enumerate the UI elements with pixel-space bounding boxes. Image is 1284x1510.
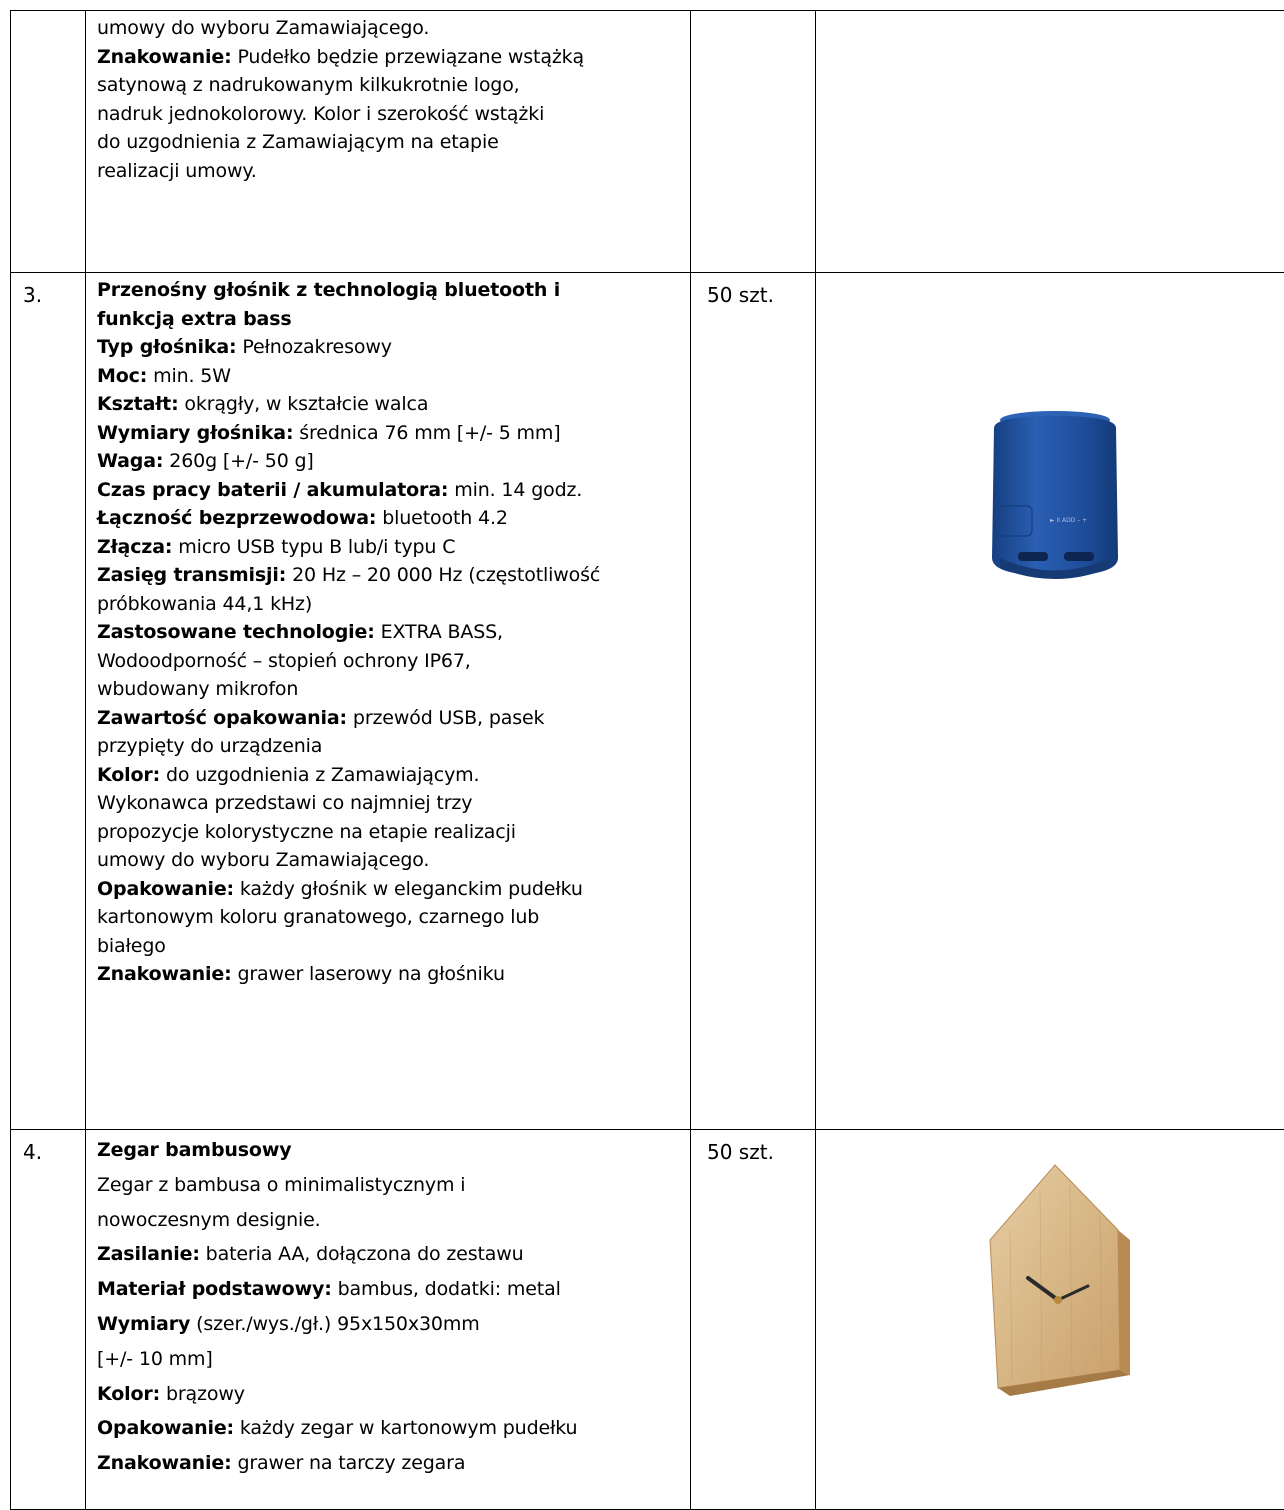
description-line <box>97 704 684 733</box>
description-line <box>97 157 684 186</box>
description-line <box>97 476 684 505</box>
description-line <box>97 1307 684 1342</box>
field-value: 260g [+/- 50 g] <box>163 450 313 472</box>
field-value: [+/- 10 mm] <box>97 1348 213 1370</box>
description-line <box>97 818 684 847</box>
field-label: Wymiary <box>97 1313 190 1335</box>
description-line <box>97 675 684 704</box>
description-line <box>97 1446 684 1481</box>
description-line <box>97 732 684 761</box>
field-value: satynową z nadrukowanym kilkukrotnie logo, <box>97 74 520 96</box>
field-value: Wodoodporność – stopień ochrony IP67, <box>97 650 471 672</box>
description-line <box>97 1411 684 1446</box>
field-label: Znakowanie: <box>97 963 232 985</box>
description-line <box>97 618 684 647</box>
field-label: Zasilanie: <box>97 1243 200 1265</box>
field-value: bateria AA, dołączona do zestawu <box>200 1243 524 1265</box>
description-line <box>97 504 684 533</box>
clock-image <box>970 1160 1140 1400</box>
description-line <box>97 561 684 590</box>
description-line <box>97 647 684 676</box>
field-label: Typ głośnika: <box>97 336 236 358</box>
image-cell <box>816 1130 1284 1510</box>
field-value: przypięty do urządzenia <box>97 735 322 757</box>
field-label: Zawartość opakowania: <box>97 707 347 729</box>
field-value: (szer./wys./gł.) 95x150x30mm <box>190 1313 479 1335</box>
description-line <box>97 1203 684 1238</box>
description-line <box>97 590 684 619</box>
field-value: próbkowania 44,1 kHz) <box>97 593 312 615</box>
description-line <box>97 846 684 875</box>
field-label: Kolor: <box>97 1383 160 1405</box>
description-line <box>97 14 684 43</box>
quantity-cell: 50 szt. <box>691 1130 816 1510</box>
description-line <box>97 419 684 448</box>
description-line <box>97 1133 684 1168</box>
field-label: Moc: <box>97 365 147 387</box>
field-value: okrągły, w kształcie walca <box>179 393 429 415</box>
description-cell <box>86 11 691 273</box>
field-value: micro USB typu B lub/i typu C <box>172 536 455 558</box>
description-line <box>97 1272 684 1307</box>
field-value: nadruk jednokolorowy. Kolor i szerokość wstążki <box>97 103 544 125</box>
field-value: min. 14 godz. <box>448 479 582 501</box>
table-row-previous <box>11 11 1284 273</box>
field-value: Pudełko będzie przewiązane wstążką <box>232 46 584 68</box>
field-value: wbudowany mikrofon <box>97 678 298 700</box>
field-label: Złącza: <box>97 536 172 558</box>
field-label: Kształt: <box>97 393 179 415</box>
description-line <box>97 533 684 562</box>
field-label: Materiał podstawowy: <box>97 1278 332 1300</box>
field-label: Znakowanie: <box>97 1452 232 1474</box>
description-line <box>97 932 684 961</box>
field-value: Pełnozakresowy <box>236 336 391 358</box>
field-value: umowy do wyboru Zamawiającego. <box>97 849 429 871</box>
table-row-clock <box>11 1130 1284 1510</box>
field-label: Zasięg transmisji: <box>97 564 286 586</box>
field-value: do uzgodnienia z Zamawiającym na etapie <box>97 131 499 153</box>
field-value: grawer na tarczy zegara <box>232 1452 466 1474</box>
specification-table <box>10 10 1284 1510</box>
item-number: 4. <box>11 1130 86 1510</box>
description-line <box>97 100 684 129</box>
description-line <box>97 960 684 989</box>
description-cell <box>86 1130 691 1510</box>
description-line <box>97 761 684 790</box>
field-label: Łączność bezprzewodowa: <box>97 507 376 529</box>
field-value: do uzgodnienia z Zamawiającym. <box>160 764 479 786</box>
description-line <box>97 447 684 476</box>
field-value: brązowy <box>160 1383 245 1405</box>
image-cell <box>816 273 1284 1130</box>
field-value: bluetooth 4.2 <box>376 507 507 529</box>
description-line <box>97 276 684 305</box>
item-number: 3. <box>11 273 86 1130</box>
description-line <box>97 903 684 932</box>
field-value: min. 5W <box>147 365 231 387</box>
quantity-cell <box>691 11 816 273</box>
field-label: Przenośny głośnik z technologią bluetooth i <box>97 279 560 301</box>
description-cell <box>86 273 691 1130</box>
field-value: każdy zegar w kartonowym pudełku <box>234 1417 577 1439</box>
description-line <box>97 789 684 818</box>
field-value: nowoczesnym designie. <box>97 1209 321 1231</box>
description-line <box>97 1342 684 1377</box>
table-row-speaker <box>11 273 1284 1130</box>
image-cell <box>816 11 1284 273</box>
description-line <box>97 305 684 334</box>
description-line <box>97 128 684 157</box>
description-line <box>97 362 684 391</box>
field-value: kartonowym koloru granatowego, czarnego lub <box>97 906 539 928</box>
description-line <box>97 333 684 362</box>
description-line <box>97 1377 684 1412</box>
field-label: Czas pracy baterii / akumulatora: <box>97 479 448 501</box>
description-line <box>97 390 684 419</box>
field-label: Zastosowane technologie: <box>97 621 375 643</box>
field-value: bambus, dodatki: metal <box>332 1278 561 1300</box>
field-value: 20 Hz – 20 000 Hz (częstotliwość <box>286 564 600 586</box>
field-label: Znakowanie: <box>97 46 232 68</box>
field-value: przewód USB, pasek <box>347 707 544 729</box>
field-label: Opakowanie: <box>97 1417 234 1439</box>
description-line <box>97 1168 684 1203</box>
field-value: Zegar z bambusa o minimalistycznym i <box>97 1174 465 1196</box>
number-cell <box>11 11 86 273</box>
description-line <box>97 875 684 904</box>
speaker-image <box>980 408 1130 588</box>
field-value: propozycje kolorystyczne na etapie realizacji <box>97 821 516 843</box>
field-value: Wykonawca przedstawi co najmniej trzy <box>97 792 472 814</box>
description-line <box>97 1237 684 1272</box>
field-label: funkcją extra bass <box>97 308 292 330</box>
field-label: Opakowanie: <box>97 878 234 900</box>
quantity-cell: 50 szt. <box>691 273 816 1130</box>
field-label: Kolor: <box>97 764 160 786</box>
field-label: Zegar bambusowy <box>97 1139 291 1161</box>
svg-text:► II ADD – +: ► II ADD – + <box>1050 517 1087 524</box>
field-value: EXTRA BASS, <box>375 621 503 643</box>
description-line <box>97 71 684 100</box>
description-line <box>97 43 684 72</box>
field-value: grawer laserowy na głośniku <box>232 963 505 985</box>
field-value: każdy głośnik w eleganckim pudełku <box>234 878 583 900</box>
field-value: realizacji umowy. <box>97 160 257 182</box>
field-label: Waga: <box>97 450 163 472</box>
field-value: umowy do wyboru Zamawiającego. <box>97 17 429 39</box>
field-value: białego <box>97 935 166 957</box>
field-value: średnica 76 mm [+/- 5 mm] <box>293 422 560 444</box>
field-label: Wymiary głośnika: <box>97 422 293 444</box>
